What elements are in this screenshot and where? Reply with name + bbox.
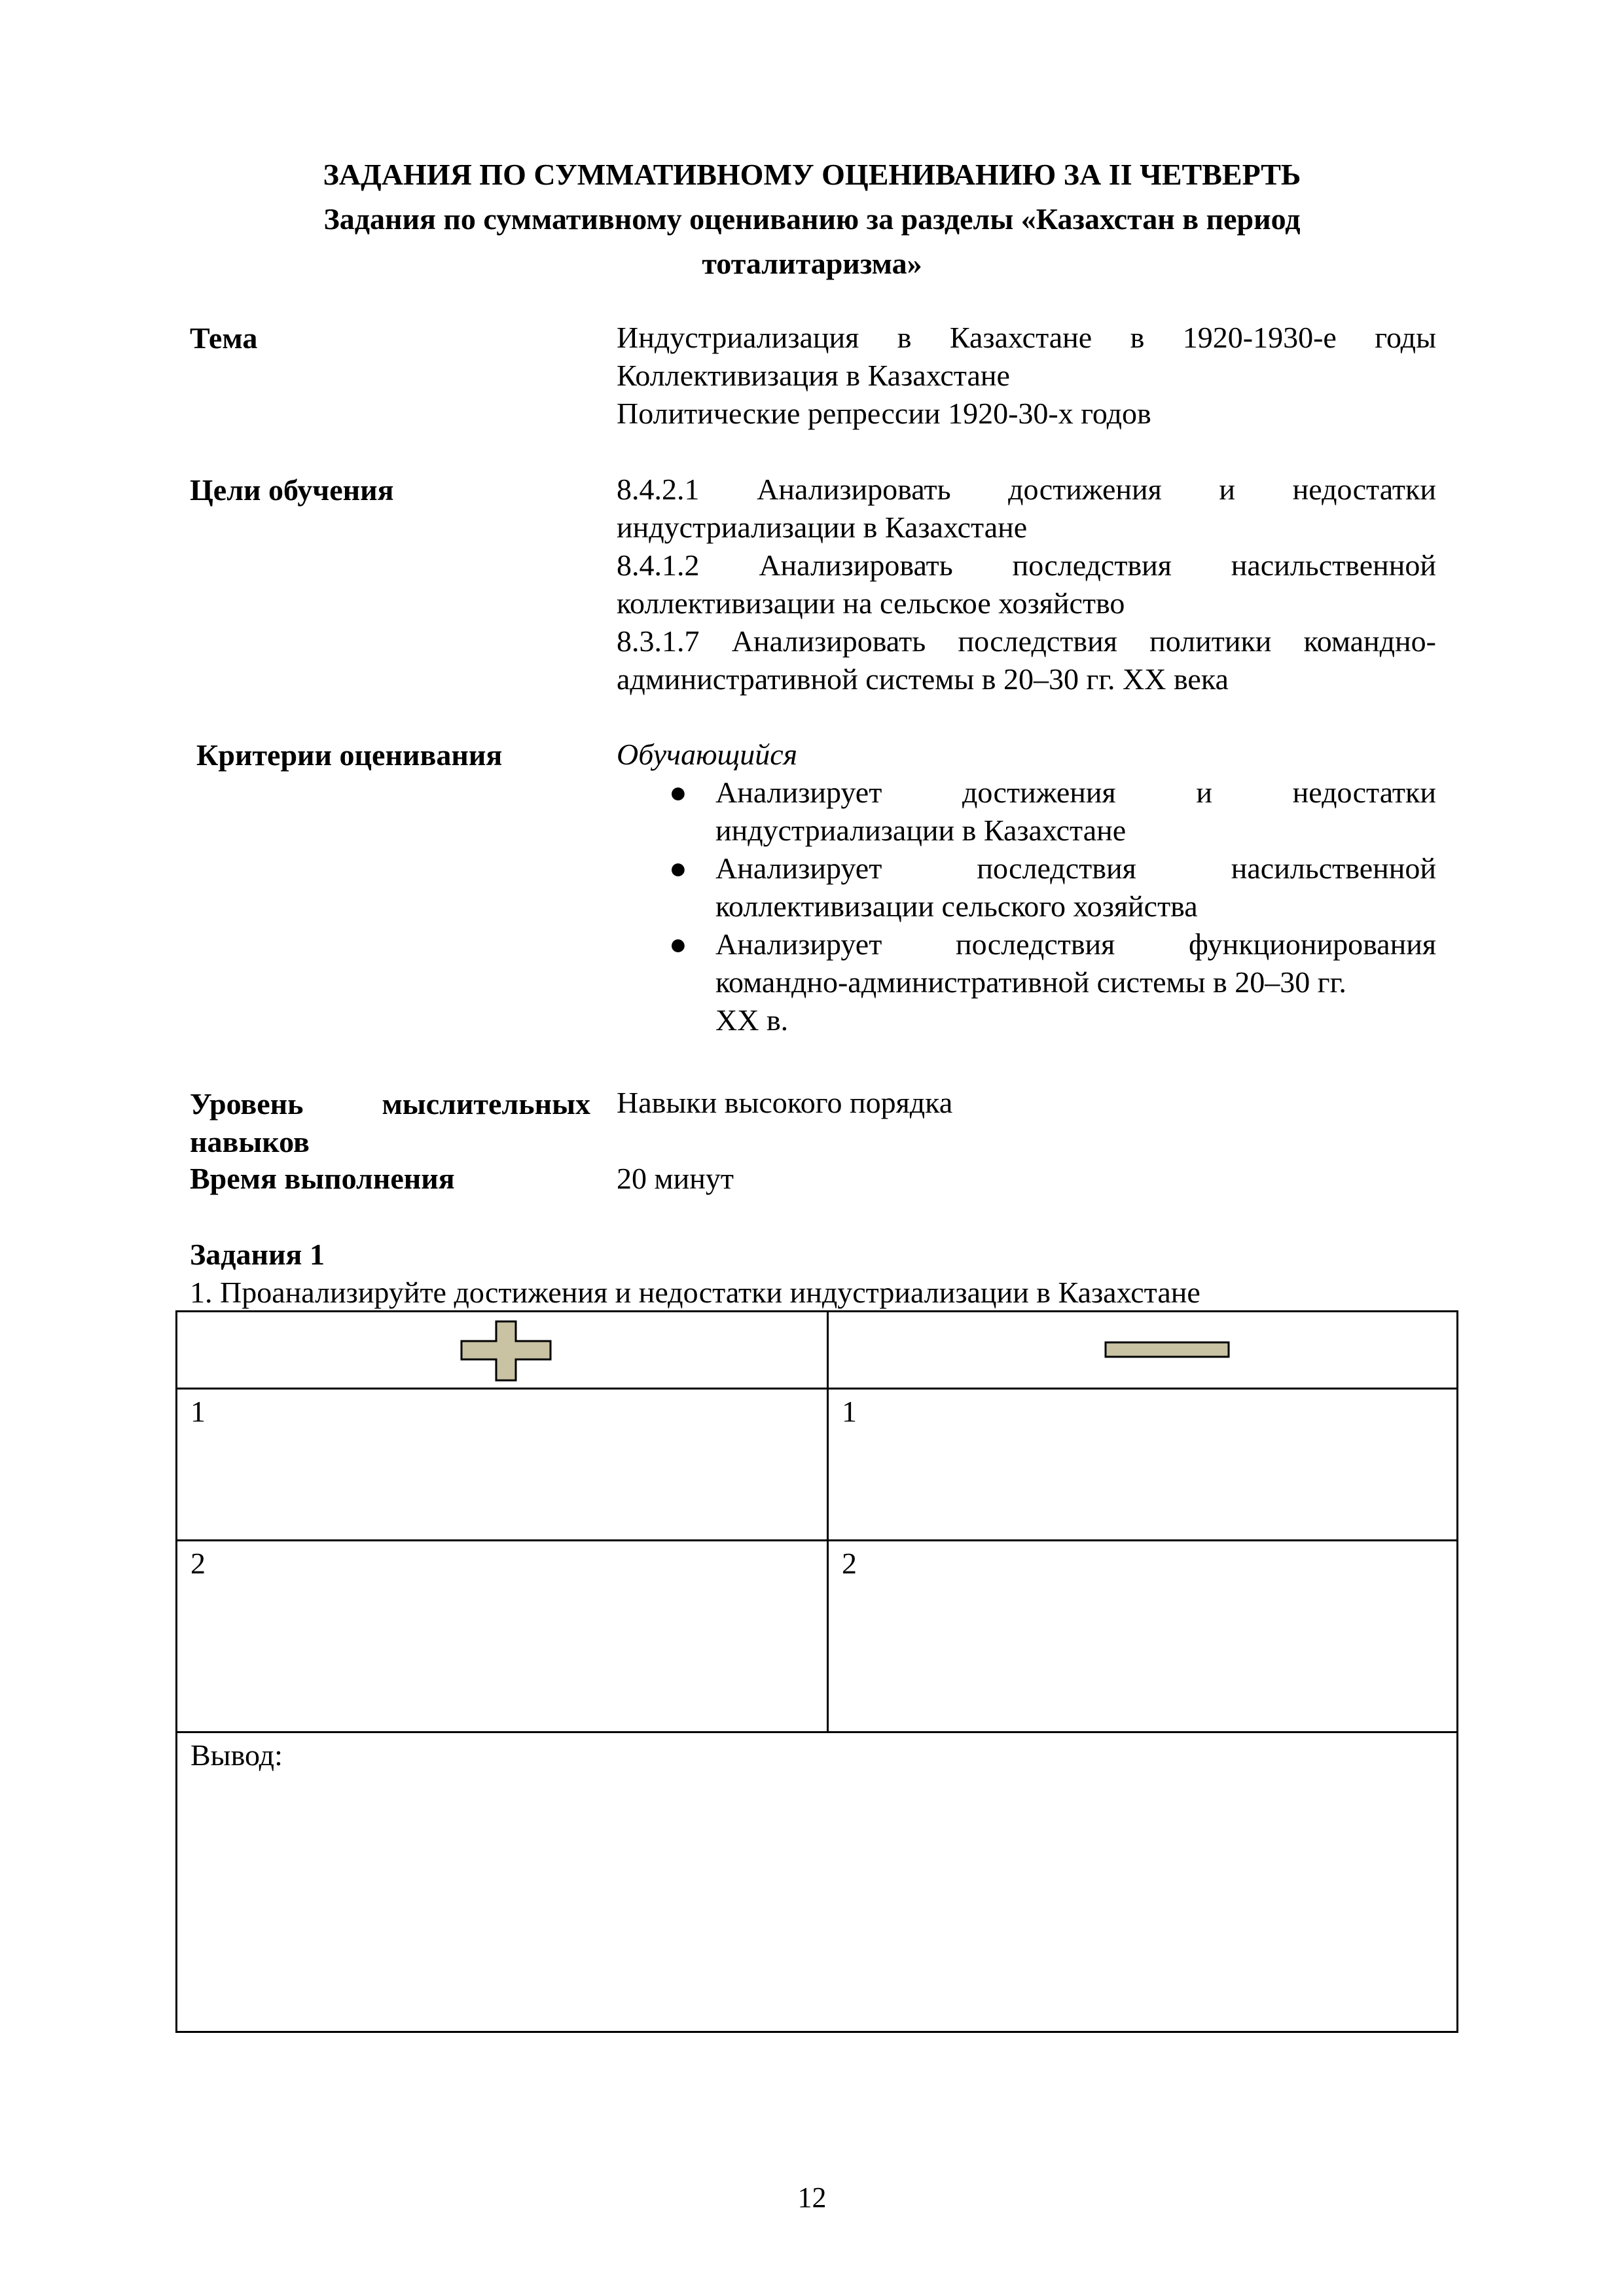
tema-label: Тема [190,321,258,355]
row2-right-cell[interactable]: 2 [842,1547,857,1580]
criteria-list [617,774,1436,1039]
criteria-value [617,736,1436,1039]
bullet-icon: ● [669,852,687,885]
conclusion-cell[interactable]: Вывод: [190,1738,283,1772]
goal-line: 8.4.2.1 Анализировать достижения и недостатки [617,473,1436,506]
goal-line: 8.4.1.2 Анализировать последствия насильственной [617,548,1436,582]
page-number: 12 [797,2181,827,2214]
task-instruction: 1. Проанализируйте достижения и недостатки индустриализации в Казахстане [190,1276,1200,1309]
criteria-intro: Обучающийся [617,738,798,771]
table-divider [177,1539,1456,1541]
level-value: Навыки высокого порядка [617,1086,953,1119]
table-divider [177,1388,1456,1390]
minus-icon [1104,1341,1230,1363]
row1-left-cell[interactable]: 1 [190,1395,206,1428]
goal-line: административной системы в 20–30 гг. ХХ века [617,662,1229,696]
section-subtitle-line1: Задания по суммативному оцениванию за разделы «Казахстан в период [323,202,1301,236]
tema-line: Индустриализация в Казахстане в 1920-1930-е годы [617,321,1436,354]
row1-right-cell[interactable]: 1 [842,1395,857,1428]
goal-line: индустриализации в Казахстане [617,511,1028,544]
bullet-icon: ● [669,776,687,809]
criteria-item: ● Анализирует последствия функционирования командно-административной системы в 20–30 гг. ХХ в. [617,925,1436,1039]
analysis-table [175,1310,1458,2033]
task-heading: Задания 1 [190,1238,325,1271]
time-label: Время выполнения [190,1162,455,1195]
criteria-label: Критерии оценивания [196,738,503,772]
plus-icon [460,1320,552,1385]
time-value: 20 минут [617,1162,734,1195]
section-subtitle-line2: тоталитаризма» [702,247,922,280]
bullet-icon: ● [669,927,687,961]
page-title: ЗАДАНИЯ ПО СУММАТИВНОМУ ОЦЕНИВАНИЮ ЗА II ЧЕТВЕРТЬ [323,158,1301,191]
tema-line: Политические репрессии 1920-30-х годов [617,397,1151,430]
criteria-item: ● Анализирует последствия насильственной коллективизации сельского хозяйства [617,850,1436,925]
tema-value [617,319,1436,433]
criteria-item: ● Анализирует достижения и недостатки индустриализации в Казахстане [617,774,1436,850]
level-label: Уровень мыслительных навыков [190,1087,590,1158]
goal-line: 8.3.1.7 Анализировать последствия политики командно- [617,624,1436,658]
table-divider [177,1731,1456,1733]
goal-line: коллективизации на сельское хозяйство [617,586,1125,620]
row2-left-cell[interactable]: 2 [190,1547,206,1580]
goals-label: Цели обучения [190,473,394,507]
tema-line: Коллективизация в Казахстане [617,359,1010,392]
goals-value [617,471,1436,698]
table-divider [827,1312,829,1733]
